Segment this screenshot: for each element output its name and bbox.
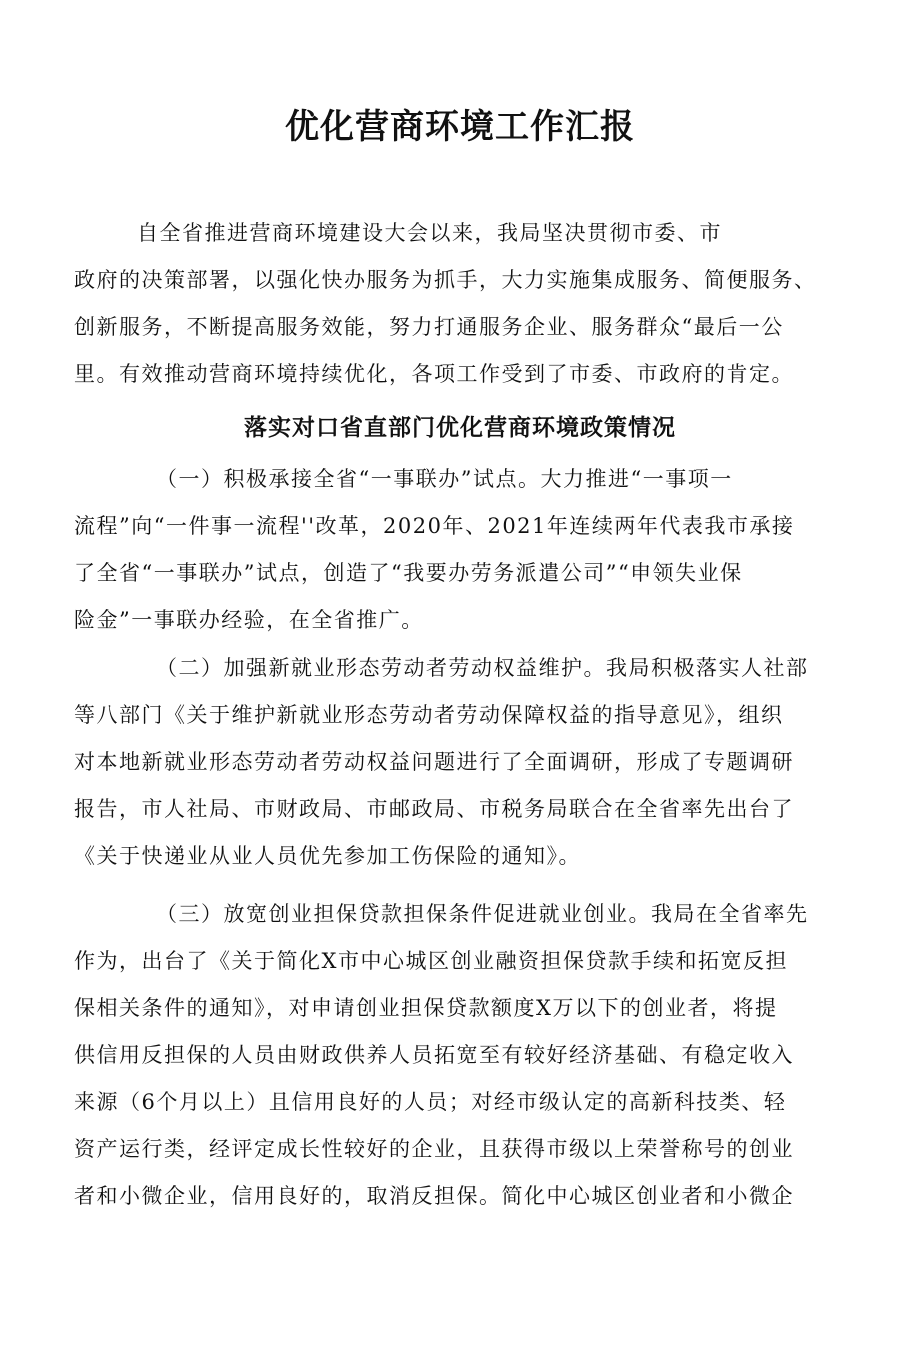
item2-line-4: 报告，市人社局、市财政局、市邮政局、市税务局联合在全省率先出台了 — [74, 797, 794, 821]
section-heading: 落实对口省直部门优化营商环境政策情况 — [244, 415, 676, 441]
item1-line-4: 险金”一事联办经验，在全省推广。 — [74, 608, 424, 632]
item3-line-5: 来源（6个月以上）且信用良好的人员；对经市级认定的高新科技类、轻 — [74, 1090, 787, 1114]
item2-line-2: 等八部门《关于维护新就业形态劳动者劳动保障权益的指导意见》，组织 — [74, 703, 784, 727]
intro-line-2: 政府的决策部署，以强化快办服务为抓手，大力实施集成服务、简便服务、 — [74, 268, 817, 292]
item3-line-1: （三）放宽创业担保贷款担保条件促进就业创业。我局在全省率先 — [156, 902, 809, 926]
item2-line-3: 对本地新就业形态劳动者劳动权益问题进行了全面调研，形成了专题调研 — [74, 750, 794, 774]
document-title: 优化营商环境工作汇报 — [285, 107, 635, 147]
intro-line-4: 里。有效推动营商环境持续优化，各项工作受到了市委、市政府的肯定。 — [74, 362, 794, 386]
item1-line-3: 了全省“一事联办”试点，创造了“我要办劳务派遣公司”“申领失业保 — [74, 561, 743, 585]
intro-line-1: 自全省推进营商环境建设大会以来，我局坚决贯彻市委、市 — [137, 221, 722, 245]
item3-line-2: 作为，出台了《关于简化X市中心城区创业融资担保贷款手续和拓宽反担 — [74, 949, 788, 973]
item1-line-1: （一）积极承接全省“一事联办”试点。大力推进“一事项一 — [156, 467, 733, 491]
intro-line-3: 创新服务，不断提高服务效能，努力打通服务企业、服务群众“最后一公 — [74, 315, 784, 339]
item3-line-7: 者和小微企业，信用良好的，取消反担保。简化中心城区创业者和小微企 — [74, 1184, 794, 1208]
item3-line-3: 保相关条件的通知》，对申请创业担保贷款额度X万以下的创业者，将提 — [74, 996, 778, 1020]
item2-line-1: （二）加强新就业形态劳动者劳动权益维护。我局积极落实人社部 — [156, 656, 809, 680]
item3-line-4: 供信用反担保的人员由财政供养人员拓宽至有较好经济基础、有稳定收入 — [74, 1043, 794, 1067]
item1-line-2: 流程”向“一件事一流程''改革，2020年、2021年连续两年代表我市承接 — [74, 514, 795, 538]
item2-line-5: 《关于快递业从业人员优先参加工伤保险的通知》。 — [74, 844, 581, 868]
item3-line-6: 资产运行类，经评定成长性较好的企业，且获得市级以上荣誉称号的创业 — [74, 1137, 794, 1161]
